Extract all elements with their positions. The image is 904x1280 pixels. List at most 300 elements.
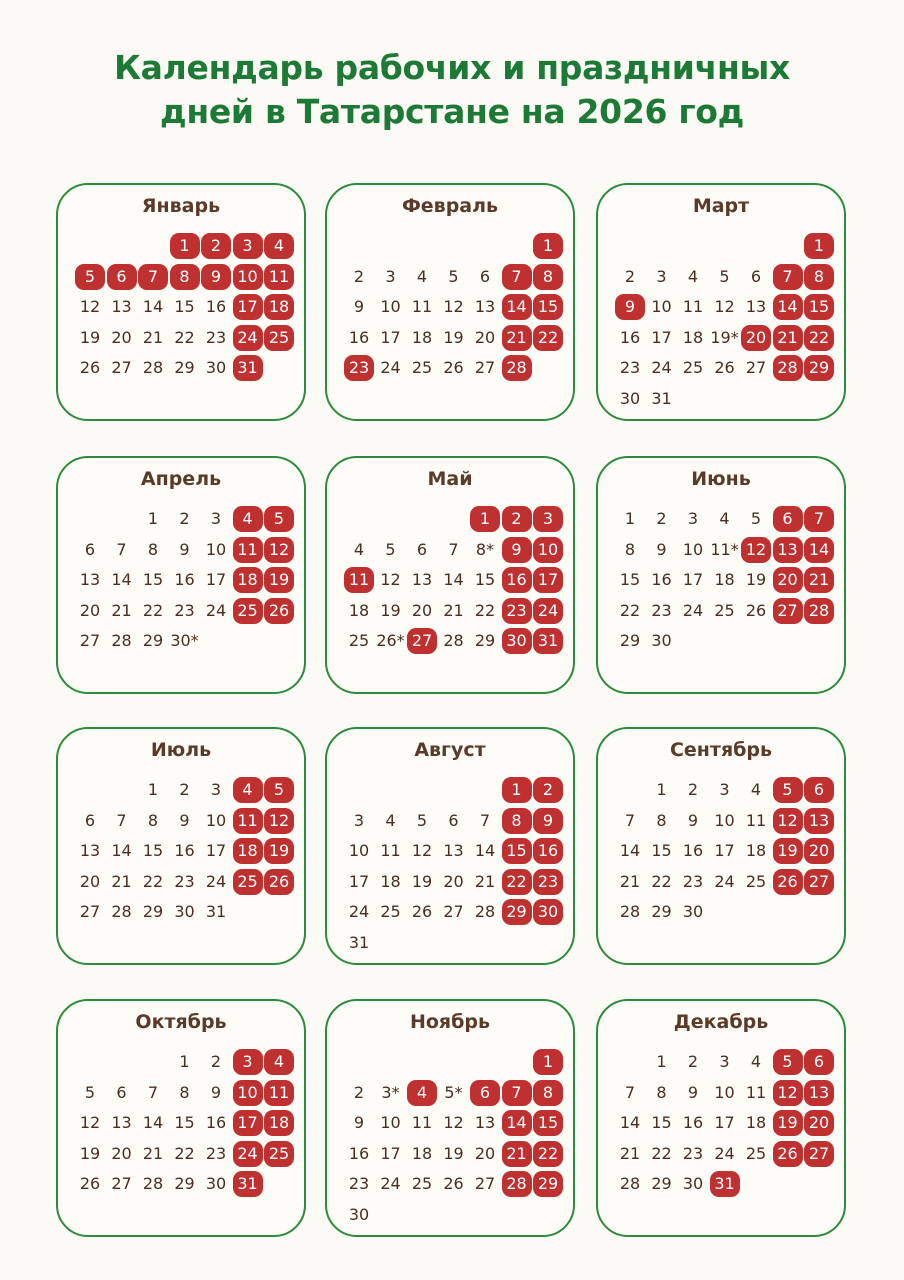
day: 30 (205, 1174, 227, 1193)
day-off: 5 (773, 777, 803, 803)
day: 27 (111, 358, 132, 377)
day: 27 (745, 358, 767, 377)
day: 11 (411, 1113, 433, 1132)
day-off: 20 (773, 567, 803, 593)
day: 4 (416, 266, 428, 286)
day-off: 1 (804, 233, 834, 259)
day-off: 3 (233, 233, 263, 259)
day-off: 21 (804, 567, 834, 593)
day: 17 (651, 327, 672, 347)
month-name: Январь (141, 195, 221, 217)
day: 22 (619, 600, 641, 620)
month-name: Декабрь (673, 1011, 769, 1033)
day: 3 (210, 780, 222, 799)
page-title (0, 46, 904, 134)
day: 19 (411, 871, 433, 891)
day: 8 (147, 810, 159, 830)
day: 30 (174, 902, 195, 921)
day: 14 (474, 841, 496, 860)
day: 30 (682, 1174, 704, 1193)
day: 2 (656, 509, 667, 528)
day: 21 (142, 327, 164, 347)
day: 12 (79, 297, 101, 316)
day: 29 (142, 631, 164, 650)
day: 15 (174, 297, 195, 316)
day-off: 1 (502, 777, 532, 803)
day: 2 (179, 509, 190, 528)
day: 13 (111, 297, 132, 316)
day-off: 18 (233, 567, 263, 593)
day-off: 28 (773, 355, 803, 381)
day-off: 29 (533, 1171, 563, 1197)
day: 28 (111, 631, 132, 650)
day-off: 5 (264, 777, 294, 803)
month-card (56, 456, 306, 694)
month-name: Август (414, 739, 486, 761)
day-off: 11 (233, 808, 263, 834)
day-off: 14 (502, 1110, 532, 1136)
month-card (325, 183, 575, 421)
day-off: 20 (804, 1110, 834, 1136)
day-off: 31 (233, 1171, 263, 1197)
day-off: 13 (804, 1080, 834, 1106)
day-off: 1 (470, 506, 500, 532)
day: 11 (411, 297, 433, 316)
day: 17 (205, 841, 227, 860)
day: 26 (443, 358, 464, 377)
day: 3 (719, 780, 730, 799)
day: 18 (714, 570, 735, 589)
day-off: 27 (804, 1141, 834, 1167)
day-off: 5 (773, 1049, 803, 1075)
day: 20 (411, 600, 433, 620)
day: 28 (443, 631, 464, 650)
day: 25 (380, 902, 401, 921)
month-name: Июль (150, 739, 212, 761)
day: 13 (474, 297, 496, 316)
day-off: 17 (533, 567, 563, 593)
day: 7 (479, 810, 491, 830)
day: 29 (651, 1174, 672, 1193)
day: 31 (205, 902, 227, 921)
day-off: 6 (470, 1080, 500, 1106)
day: 18 (411, 1143, 433, 1163)
day: 15 (651, 841, 672, 860)
day: 1 (179, 1052, 190, 1071)
day: 20 (474, 1143, 496, 1163)
day: 15 (619, 570, 641, 589)
day: 16 (682, 1113, 704, 1132)
day: 7 (624, 1082, 636, 1102)
day: 29 (142, 902, 164, 921)
day: 9 (179, 810, 190, 830)
month-name: Сентябрь (669, 739, 773, 761)
day: 10 (380, 1113, 401, 1132)
day: 16 (174, 841, 195, 860)
day-off: 2 (533, 777, 563, 803)
day: 21 (111, 871, 132, 891)
day: 13 (474, 1113, 496, 1132)
month-card (325, 727, 575, 965)
month-card (56, 999, 306, 1237)
month-card (596, 999, 846, 1237)
day: 18 (745, 841, 767, 860)
day: 10 (205, 810, 227, 830)
day: 24 (714, 871, 735, 891)
day: 14 (142, 1113, 164, 1132)
day: 14 (619, 841, 641, 860)
day: 29 (619, 631, 641, 650)
day: 5 (416, 810, 428, 830)
day-off: 17 (233, 1110, 263, 1136)
month-name: Май (427, 468, 473, 490)
day-short: 19* (710, 327, 739, 347)
day-off: 19 (264, 567, 294, 593)
month-name: Апрель (140, 468, 222, 490)
day-off: 8 (533, 264, 563, 290)
day: 8 (656, 1082, 667, 1102)
day-short: 3* (381, 1082, 400, 1102)
day: 21 (619, 1143, 641, 1163)
day: 9 (353, 297, 365, 316)
day: 9 (210, 1082, 222, 1102)
day: 22 (651, 1143, 672, 1163)
day-off: 18 (233, 838, 263, 864)
day: 22 (174, 327, 195, 347)
day: 4 (719, 509, 730, 528)
day: 31 (651, 388, 672, 408)
day: 7 (147, 1082, 159, 1102)
day: 19 (443, 327, 464, 347)
day: 12 (443, 297, 464, 316)
day: 19 (79, 1143, 101, 1163)
day: 4 (750, 780, 762, 799)
day: 18 (380, 871, 401, 891)
day: 27 (443, 902, 464, 921)
day: 9 (179, 539, 190, 559)
day: 9 (353, 1113, 365, 1132)
day: 16 (619, 327, 641, 347)
day-off: 25 (264, 1141, 294, 1167)
day-off: 16 (533, 838, 563, 864)
day: 25 (348, 631, 370, 650)
day: 19 (380, 600, 401, 620)
day: 27 (474, 358, 496, 377)
day-off: 7 (502, 1080, 532, 1106)
day: 6 (116, 1082, 127, 1102)
day: 1 (624, 509, 636, 528)
day-off: 15 (533, 294, 563, 320)
day: 16 (348, 1143, 370, 1163)
month-card (325, 999, 575, 1237)
day-off: 19 (773, 838, 803, 864)
day: 22 (142, 871, 164, 891)
day: 28 (142, 1174, 164, 1193)
day: 5 (750, 509, 762, 528)
day: 2 (353, 1082, 365, 1102)
day-off: 30 (533, 899, 563, 925)
day: 10 (651, 297, 672, 316)
day-off: 31 (710, 1171, 740, 1197)
day: 27 (474, 1174, 496, 1193)
day-off: 10 (233, 1080, 263, 1106)
day: 6 (750, 266, 762, 286)
day-off: 9 (502, 537, 532, 563)
day-off: 8 (804, 264, 834, 290)
day: 6 (448, 810, 459, 830)
day: 8 (656, 810, 667, 830)
day: 16 (205, 297, 227, 316)
day-off: 1 (170, 233, 200, 259)
day: 29 (651, 902, 672, 921)
day-off: 6 (804, 777, 834, 803)
day: 28 (111, 902, 132, 921)
day-off: 4 (407, 1080, 437, 1106)
day: 22 (174, 1143, 195, 1163)
day: 16 (205, 1113, 227, 1132)
day-off: 18 (264, 294, 294, 320)
day: 17 (348, 871, 370, 891)
day: 3 (719, 1052, 730, 1071)
day: 15 (142, 841, 164, 860)
day-short: 26* (376, 631, 405, 650)
day-off: 12 (264, 808, 294, 834)
day: 15 (474, 570, 496, 589)
day: 7 (448, 539, 459, 559)
day-off: 25 (264, 325, 294, 351)
day: 23 (619, 358, 641, 377)
day-off: 3 (233, 1049, 263, 1075)
day-off: 6 (107, 264, 137, 290)
day-off: 15 (502, 838, 532, 864)
day-off: 5 (264, 506, 294, 532)
day: 19 (443, 1143, 464, 1163)
day: 22 (474, 600, 496, 620)
day: 1 (147, 509, 159, 528)
day-off: 13 (773, 537, 803, 563)
day: 4 (353, 539, 365, 559)
day: 12 (380, 570, 401, 589)
day: 6 (84, 810, 96, 830)
day-off: 26 (773, 869, 803, 895)
day: 17 (380, 1143, 401, 1163)
day: 13 (443, 841, 464, 860)
day-short: 5* (444, 1082, 463, 1102)
day-off: 10 (233, 264, 263, 290)
day-off: 27 (407, 628, 437, 654)
day-off: 7 (502, 264, 532, 290)
day-off: 19 (773, 1110, 803, 1136)
day: 25 (411, 1174, 433, 1193)
day: 2 (687, 1052, 699, 1071)
day-off: 13 (804, 808, 834, 834)
day-off: 27 (804, 869, 834, 895)
day: 11 (682, 297, 704, 316)
day: 28 (474, 902, 496, 921)
month-card (596, 456, 846, 694)
day: 23 (174, 871, 195, 891)
day-off: 4 (264, 233, 294, 259)
day-off: 28 (502, 355, 532, 381)
day-off: 4 (264, 1049, 294, 1075)
day: 24 (380, 1174, 401, 1193)
day: 21 (474, 871, 496, 891)
day: 18 (682, 327, 704, 347)
day: 21 (443, 600, 464, 620)
title-line-2: дней в Татарстане на 2026 год (160, 92, 744, 131)
day-off: 10 (533, 537, 563, 563)
month-name: Февраль (401, 195, 499, 217)
day: 10 (348, 841, 370, 860)
month-name: Июнь (691, 468, 751, 490)
day-off: 26 (773, 1141, 803, 1167)
day: 20 (111, 327, 132, 347)
day: 16 (651, 570, 672, 589)
day: 24 (714, 1143, 735, 1163)
day-off: 22 (502, 869, 532, 895)
day: 10 (714, 1082, 735, 1102)
day: 31 (348, 932, 370, 952)
day-off: 15 (804, 294, 834, 320)
day: 8 (147, 539, 159, 559)
day: 23 (682, 1143, 704, 1163)
day-off: 12 (773, 808, 803, 834)
day-off: 7 (773, 264, 803, 290)
month-card (596, 183, 846, 421)
day-off: 24 (233, 325, 263, 351)
day: 15 (651, 1113, 672, 1132)
day-off: 31 (233, 355, 263, 381)
day: 30 (205, 358, 227, 377)
day-off: 9 (533, 808, 563, 834)
day: 30 (348, 1204, 370, 1224)
day: 3 (353, 810, 365, 830)
day: 23 (205, 1143, 227, 1163)
day-off: 20 (804, 838, 834, 864)
day: 28 (142, 358, 164, 377)
day: 27 (79, 631, 101, 650)
day: 23 (348, 1174, 370, 1193)
day-off: 23 (502, 598, 532, 624)
day: 13 (79, 841, 101, 860)
day: 30 (651, 631, 672, 650)
day-off: 21 (502, 325, 532, 351)
day: 28 (619, 902, 641, 921)
day: 20 (79, 871, 101, 891)
day: 16 (174, 570, 195, 589)
day-off: 2 (201, 233, 231, 259)
day: 26 (79, 1174, 101, 1193)
day: 16 (348, 327, 370, 347)
day: 6 (479, 266, 491, 286)
day-off: 7 (804, 506, 834, 532)
day: 21 (142, 1143, 164, 1163)
day: 7 (116, 810, 127, 830)
day: 23 (651, 600, 672, 620)
day: 18 (745, 1113, 767, 1132)
day-off: 24 (233, 1141, 263, 1167)
day: 4 (687, 266, 699, 286)
day: 17 (714, 841, 735, 860)
day-off: 21 (773, 325, 803, 351)
day: 26 (411, 902, 433, 921)
day-short: 8* (475, 539, 495, 559)
day-off: 8 (533, 1080, 563, 1106)
day: 20 (79, 600, 101, 620)
day-off: 11 (344, 567, 374, 593)
day: 5 (84, 1082, 96, 1102)
day-off: 3 (533, 506, 563, 532)
day: 23 (205, 327, 227, 347)
day-off: 12 (741, 537, 771, 563)
day-off: 1 (533, 1049, 563, 1075)
day: 8 (179, 1082, 190, 1102)
day-off: 11 (264, 264, 294, 290)
day-off: 31 (533, 628, 563, 654)
day-off: 14 (502, 294, 532, 320)
day-off: 21 (502, 1141, 532, 1167)
day-off: 25 (233, 598, 263, 624)
day-off: 20 (741, 325, 771, 351)
day: 26 (443, 1174, 464, 1193)
day: 24 (205, 600, 227, 620)
day: 10 (205, 539, 227, 559)
day: 5 (719, 266, 730, 286)
day: 17 (205, 570, 227, 589)
day: 9 (687, 1082, 699, 1102)
day-off: 28 (804, 598, 834, 624)
day: 12 (79, 1113, 101, 1132)
day-off: 27 (773, 598, 803, 624)
day: 23 (682, 871, 704, 891)
day-off: 15 (533, 1110, 563, 1136)
month-name: Ноябрь (409, 1011, 491, 1033)
day: 6 (416, 539, 428, 559)
day: 1 (656, 1052, 667, 1071)
day-off: 18 (264, 1110, 294, 1136)
day: 14 (619, 1113, 641, 1132)
day-off: 19 (264, 838, 294, 864)
month-card (325, 456, 575, 694)
day: 14 (111, 570, 132, 589)
day: 17 (380, 327, 401, 347)
day: 8 (624, 539, 636, 559)
day: 2 (179, 780, 190, 799)
day: 11 (745, 1082, 767, 1102)
day: 12 (443, 1113, 464, 1132)
day-off: 8 (502, 808, 532, 834)
day-off: 22 (533, 325, 563, 351)
day: 30 (619, 388, 641, 408)
day: 19 (745, 570, 767, 589)
day: 20 (111, 1143, 132, 1163)
day-off: 24 (533, 598, 563, 624)
day-off: 23 (344, 355, 374, 381)
day: 3 (385, 266, 396, 286)
day: 5 (385, 539, 396, 559)
day-off: 6 (804, 1049, 834, 1075)
day-off: 16 (502, 567, 532, 593)
day: 9 (656, 539, 667, 559)
day-short: 30* (170, 631, 199, 650)
day-off: 22 (533, 1141, 563, 1167)
day-off: 2 (502, 506, 532, 532)
title-line-1: Календарь рабочих и праздничных (114, 48, 790, 87)
day-off: 28 (502, 1171, 532, 1197)
day: 14 (443, 570, 464, 589)
day: 4 (750, 1052, 762, 1071)
month-card (56, 183, 306, 421)
